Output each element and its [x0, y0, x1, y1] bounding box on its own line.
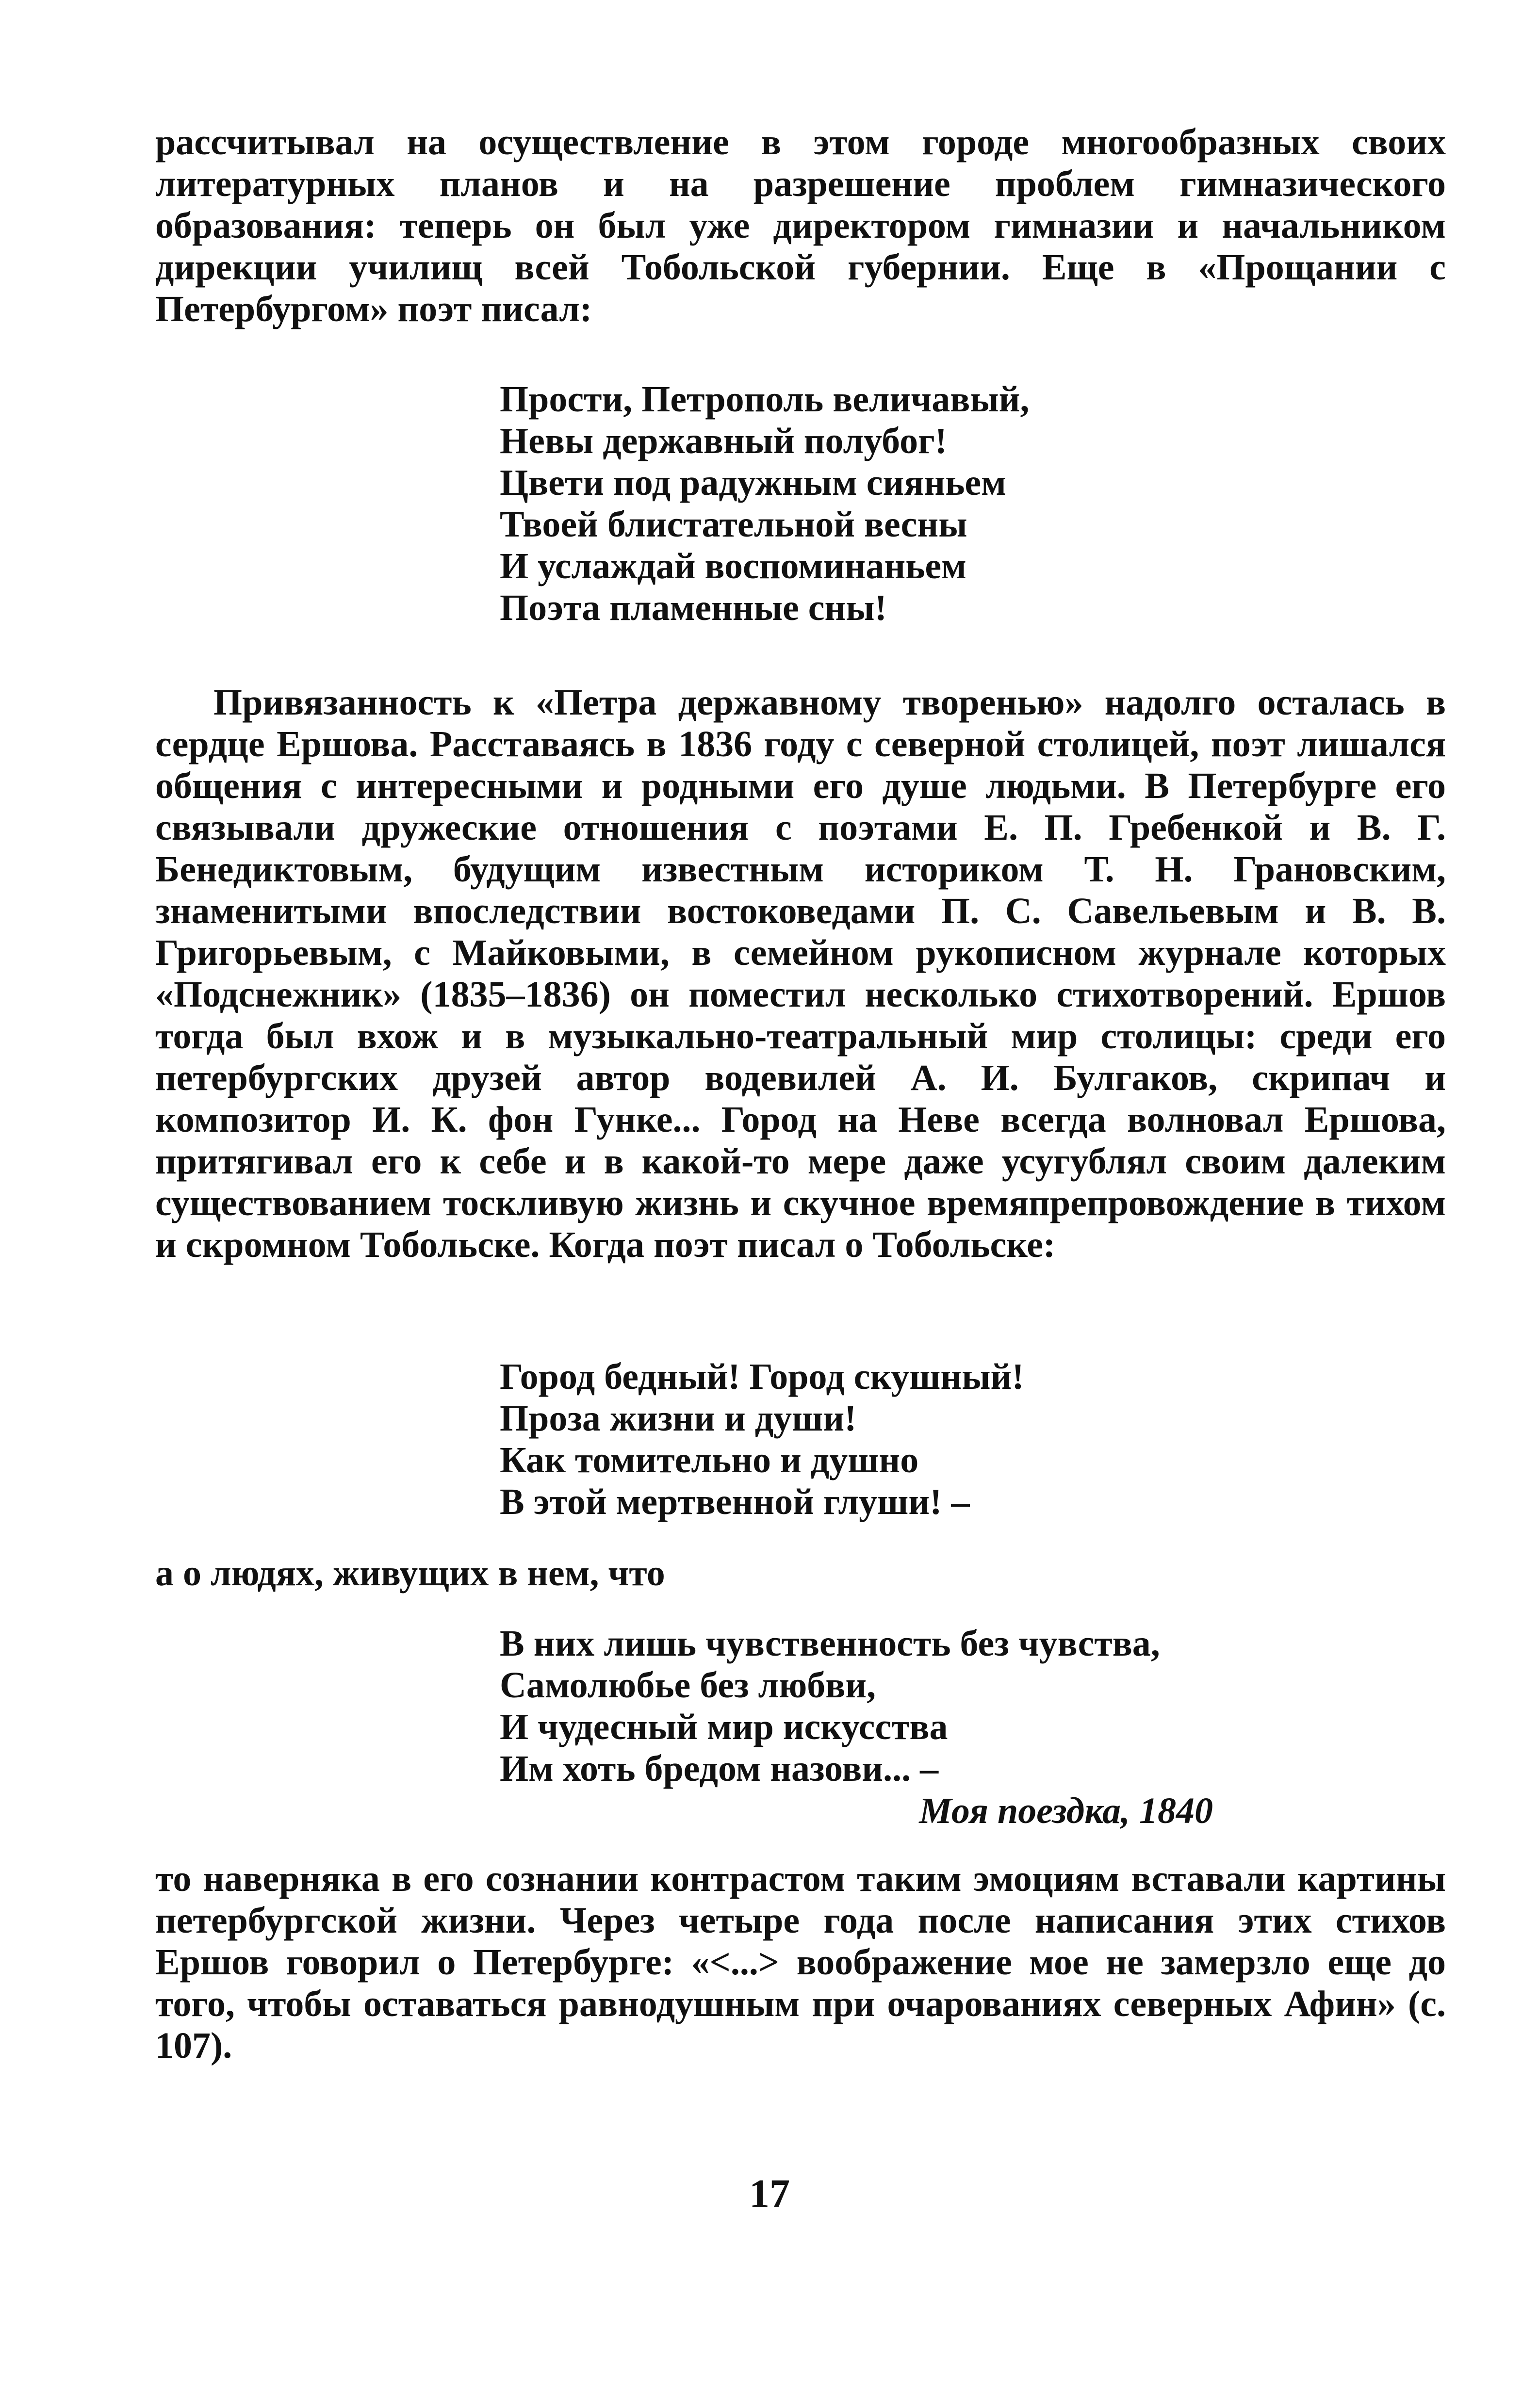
verse-line: Город бедный! Город скушный!: [500, 1356, 1024, 1397]
verse-line: Проза жизни и души!: [500, 1398, 857, 1439]
paragraph-main: [155, 682, 1446, 1266]
verse-line: И чудесный мир искусства: [500, 1707, 948, 1747]
paragraph-text: рассчитывал на осуществление в этом городе многообразных своих литературных планов и на разрешение проблем гимназического образования: теперь он был уже директором гимназии и начальником дирекции училищ всей Тобольской губернии. Еще в «Прощании с Петербургом» поэт писал:: [155, 122, 1446, 329]
paragraph-text: то наверняка в его сознании контрастом таким эмоциям вставали картины петербургской жизни. Через четыре года после написания этих стихов Ершов говорил о Петербурге: «<...> воображение мое не замерзло еще до того, чтобы оставаться равнодушным при очарованиях северных Афин» (с. 107).: [155, 1858, 1446, 2066]
paragraph-text: Привязанность к «Петра державному творенью» надолго осталась в сердце Ершова. Расставаясь в 1836 году с северной столицей, поэт лишался общения с интересными и родными его душе людьми. В Петербурге его связывали дружеские отношения с поэтами Е. П. Гребенкой и В. Г. Бенедиктовым, будущим известным историком Т. Н. Грановским, знаменитыми впоследствии востоковедами П. С. Савельевым и В. В. Григорьевым, с Майковыми, в семейном рукописном журнале которых «Подснежник» (1835–1836) он поместил несколько стихотворений. Ершов тогда был вхож и в музыкально-театральный мир столицы: среди его петербургских друзей автор водевилей А. И. Булгаков, скрипач и композитор И. К. фон Гунке... Город на Неве всегда волновал Ершова, притягивал его к себе и в какой-то мере даже усугублял своим далеким существованием тоскливую жизнь и скучное времяпрепровождение в тихом и скромном Тобольске. Когда поэт писал о Тобольске:: [155, 682, 1446, 1265]
verse-line: Самолюбье без любви,: [500, 1665, 876, 1706]
verse-line: Поэта пламенные сны!: [500, 587, 887, 628]
verse-attribution: Моя поездка, 1840: [919, 1790, 1213, 1831]
paragraph-closing: [155, 1858, 1446, 2066]
verse-line: Невы державный полубог!: [500, 421, 947, 461]
verse-line: В этой мертвенной глуши! –: [500, 1481, 970, 1522]
verse-farewell-petersburg: [500, 378, 1029, 629]
verse-line: Как томительно и душно: [500, 1440, 919, 1481]
paragraph-bridge: [155, 1552, 1446, 1594]
verse-line: Прости, Петрополь величавый,: [500, 379, 1030, 420]
page-number: 17: [749, 2171, 790, 2216]
verse-line: Твоей блистательной весны: [500, 504, 967, 545]
verse-tobolsk: [500, 1356, 1024, 1523]
paragraph-text: а о людях, живущих в нем, что: [155, 1553, 665, 1594]
verse-people: [500, 1623, 1160, 1790]
verse-line: Цвети под радужным сияньем: [500, 462, 1006, 503]
verse-line: Им хоть бредом назови... –: [500, 1748, 939, 1789]
paragraph-intro: [155, 121, 1446, 330]
verse-line: В них лишь чувственность без чувства,: [500, 1623, 1160, 1664]
verse-line: И услаждай воспоминаньем: [500, 546, 966, 586]
